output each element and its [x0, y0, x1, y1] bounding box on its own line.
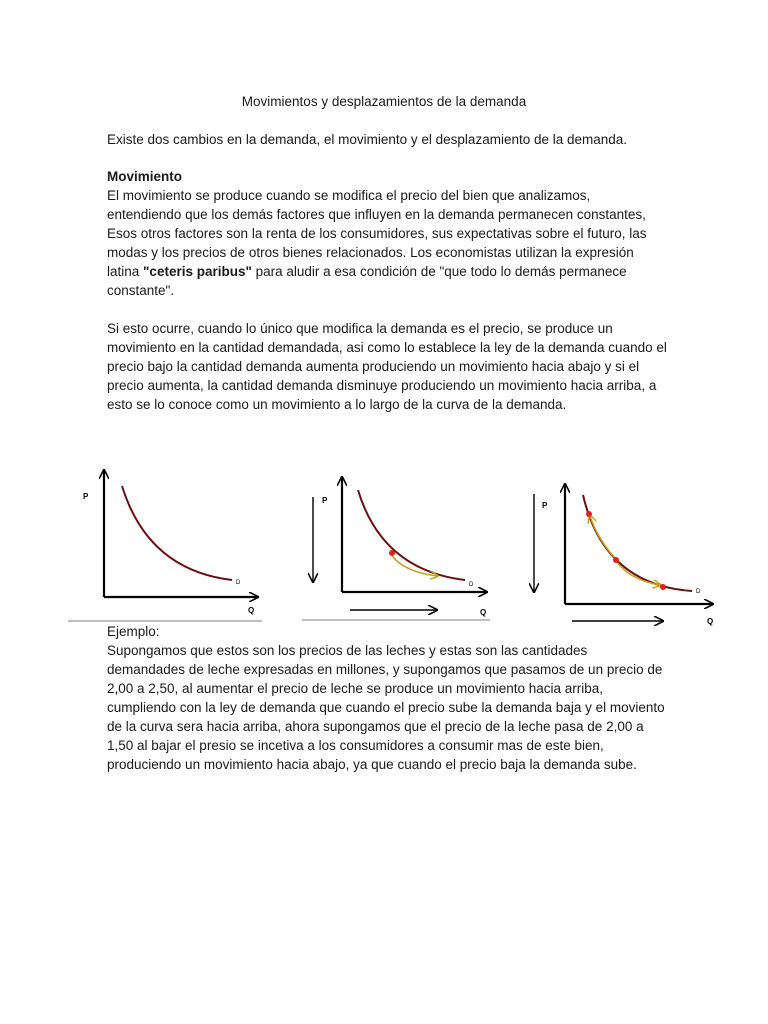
demand-graph-1 [83, 470, 258, 615]
movement-arrow-2 [392, 556, 437, 576]
movimiento-text-start: El movimiento se produce cuando se modifica el precio del bien que analizamos, entendiendo que los demás factores que influyen en la demanda permanecen constantes, Esos otros factores son la renta de los consumidores, sus expectativas sobre el futuro, las modas y los precios de otros bienes relacionados. Los economistas utilizan la expresión latina [107, 188, 647, 279]
demand-graph-2 [313, 477, 487, 617]
price-point-3a [586, 511, 592, 517]
demand-curve-1 [122, 486, 232, 580]
price-point-3c [660, 584, 666, 590]
ley-demanda-paragraph: Si esto ocurre, cuando lo único que modifica la demanda es el precio, se produce un movimiento en la cantidad demandada, asi como lo establece la ley de la demanda cuando el precio bajo la cantidad demanda aumenta produciendo un movimiento hacia abajo y si el precio aumenta, la cantidad demanda disminuye produciendo un movimiento hacia arriba, a esto se lo conoce como un movimiento a lo largo de la curva de la demanda. [107, 321, 667, 412]
axis-q-label-3: Q [707, 617, 714, 626]
section-heading-movimiento: Movimiento [107, 169, 183, 184]
demand-curve-2 [358, 490, 465, 580]
ejemplo-paragraph: Supongamos que estos son los precios de las leches y estas son las cantidades demandades de leche expresadas en millones, y supongamos que pasamos de un precio de 2,00 a 2,50, al aumentar el precio de leche se produce un movimiento hacia arriba, cumpliendo con la ley de demanda que cuando el precio sube la demanda baja y el moviento de la curva sera hacia arriba, ahora supongamos que el precio de la leche pasa de 2,00 a 1,50 al bajar el presio se incetiva a los consumidores a consumir mas de este bien, produciendo un movimiento hacia abajo, ya que cuando el precio baja la demanda sube. [107, 643, 665, 772]
curve-d-label-3: D [696, 589, 701, 595]
document-title: Movimientos y desplazamientos de la demanda [241, 94, 527, 109]
axis-p-label-1: P [83, 492, 89, 501]
price-point-3b [613, 557, 619, 563]
curve-d-label-1: D [236, 580, 241, 586]
movimiento-text-end: para aludir a esa condición de "que todo lo demás permanece constante". [107, 264, 627, 298]
ejemplo-label: Ejemplo: [107, 624, 160, 639]
axis-p-label-3: P [542, 501, 548, 510]
intro-paragraph: Existe dos cambios en la demanda, el movimiento y el desplazamiento de la demanda. [107, 132, 628, 147]
demand-graph-3 [534, 484, 713, 626]
axis-q-label-2: Q [480, 608, 487, 617]
ceteris-paribus-bold: "ceteris paribus" [143, 264, 252, 279]
price-point-2 [389, 550, 395, 556]
curve-d-label-2: D [469, 582, 474, 588]
axis-q-label-1: Q [248, 606, 255, 615]
demand-curve-3 [583, 495, 692, 591]
axis-p-label-2: P [322, 496, 328, 505]
movement-arrow-3-up [590, 516, 616, 559]
